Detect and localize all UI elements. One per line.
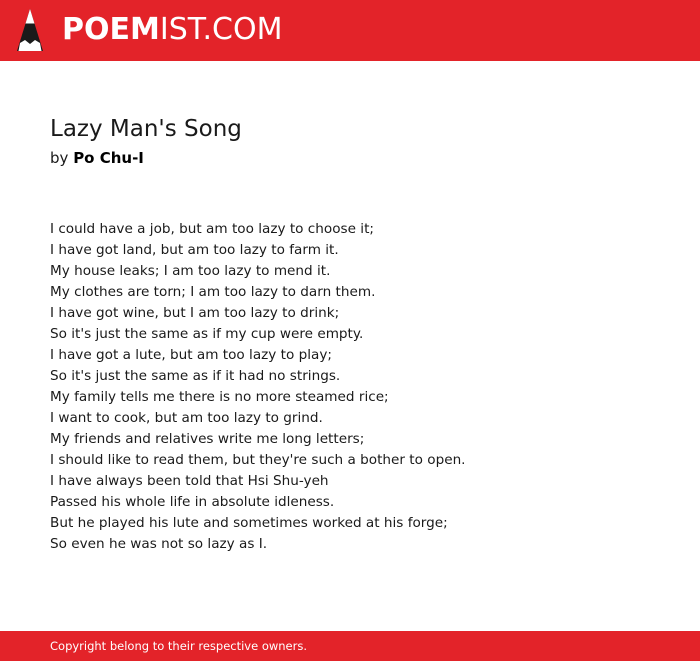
- poem-title: Lazy Man's Song: [50, 116, 242, 142]
- site-footer: [0, 631, 700, 661]
- by-label: by: [50, 149, 69, 167]
- poem-line: My house leaks; I am too lazy to mend it.: [50, 263, 331, 279]
- site-logo[interactable]: [62, 10, 282, 50]
- poem-line: I have got land, but am too lazy to farm it.: [50, 242, 339, 258]
- poem-line: My family tells me there is no more steamed rice;: [50, 389, 389, 405]
- author-name[interactable]: Po Chu-I: [73, 149, 144, 167]
- poem-line: My friends and relatives write me long letters;: [50, 431, 365, 447]
- poem-line: I have got a lute, but am too lazy to play;: [50, 347, 332, 363]
- site-header: [0, 0, 700, 61]
- poem-line: So even he was not so lazy as I.: [50, 536, 268, 552]
- poem-line: But he played his lute and sometimes worked at his forge;: [50, 515, 448, 531]
- logo-bold-text: POEM: [62, 12, 160, 47]
- poem-line: I want to cook, but am too lazy to grind.: [50, 410, 323, 426]
- poem-line: So it's just the same as if my cup were empty.: [50, 326, 364, 342]
- copyright-text: Copyright belong to their respective owners.: [50, 639, 308, 653]
- poem-line: My clothes are torn; I am too lazy to darn them.: [50, 284, 376, 300]
- poem-line: Passed his whole life in absolute idleness.: [50, 494, 335, 510]
- poem-line: I should like to read them, but they're such a bother to open.: [50, 452, 466, 468]
- poem-line: So it's just the same as if it had no strings.: [50, 368, 341, 384]
- logo-light-text: IST.COM: [159, 12, 283, 47]
- poem-line: I could have a job, but am too lazy to choose it;: [50, 221, 374, 237]
- poem-byline: [50, 149, 144, 167]
- poem-body: [50, 219, 670, 555]
- pencil-icon[interactable]: [17, 9, 43, 51]
- poem-line: I have got wine, but I am too lazy to drink;: [50, 305, 340, 321]
- poem-line: I have always been told that Hsi Shu-yeh: [50, 473, 329, 489]
